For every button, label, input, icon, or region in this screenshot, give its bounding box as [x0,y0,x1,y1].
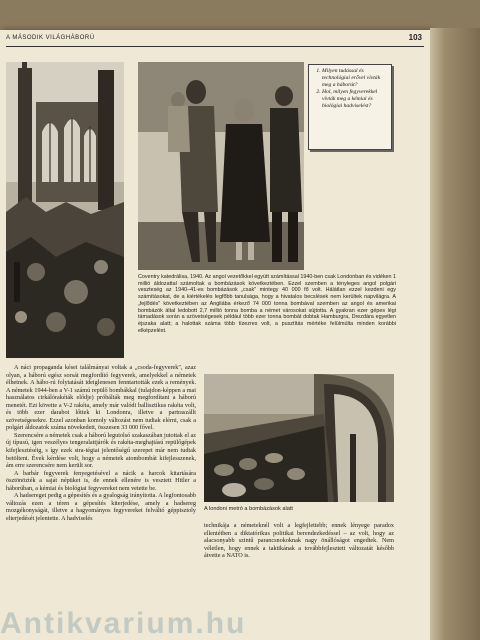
body-text-left [6,364,196,522]
questions-box [308,64,392,150]
photo-refugees [138,62,304,270]
paragraph: A hadsereget pedig a gépesítés és a gyalogság irányította. A legfontosabb változás ezen a téren a gépesítés kiterjedése, amely a hadsereg mozgékonyságát, illetve a hagyományos fegyvereket felváltó géppisztoly elterjedését jelentette. A hadviselés [6,492,196,522]
refugees-illustration [138,62,304,270]
photo-london-underground [204,374,394,502]
page-number: 103 [408,33,422,42]
question-item: 1. Milyen tudással és technológiai erővel vívták meg a háborút? [322,68,387,89]
running-header [6,34,424,47]
page-edge [430,28,480,640]
photo-coventry-ruins [6,62,124,358]
photo-caption-underground: A londoni metró a bombázások alatt [204,506,293,512]
paragraph: Szerencsére a németek csak a háború legutolsó szakaszában jutottak el az új típusú, igen veszélyes tengeralattjárók és rakéta-meghajtású repülőgépek kifejlesztéséig, s így ezek stra-tégiai jelentőségű szerepet már nem tudtak betölteni. Évek kérdése volt, hogy a németek atombombát kifejlesszenek, ám erre szerencsére nem került sor. [6,431,196,470]
watermark: Antikvarium.hu [0,608,247,640]
underground-illustration [204,374,394,502]
ruins-illustration [6,62,124,358]
photo-caption-coventry: Coventry katedrálisa, 1940. Az angol vezetőkkel együtt számítással 1940-ben csak Londonban és vidéken 1 millió áldozattal számoltak a bombázások következtében. Ezzel szemben a tényleges angol polgári veszteség az 1940–41-es bombázások „csak" mintegy 40 000 fő volt. Hálátlan ezzel kezdeni egy számításokat, de a kiértékelés legfőbb tanulsága, hogy a hivatalos becslések nem kerültek napvilágra. A „fejlődés" következtében az Angliába érkező 74 000 tonna bombával szemben az angol és amerikai bombázók által ledobott 2,7 millió tonna bomba a német városokat sújtotta. A gyakran ezer gépes légi támadások során a szövetségesek például több ezer tonna bombát dobtak Hamburgra, Drezdára egyetlen éjszaka alatt; a halottak száma több tízezres volt, a pusztítás mértéke felülmúlta minden korábbi elképzelést. [138,274,397,334]
running-title: A MÁSODIK VILÁGHÁBORÚ [6,35,95,41]
paragraph: A náci propaganda kései találmányai voltak a „csoda-fegyverek", azaz olyan, a háború egész sorsát megfordító fegyverek, amelyekkel a németek élhetnek. A hábo-rú folytatását ideiglenesen fenntartották ezek a remények. A németek 1944-ben a V-1 számú repülő bombákkal (tulajdon-képpen a mai használatos cirkálórakéták elődje) próbálták meg megfordítani a háború menetét. Ezt követte a V-2 rakéta, amely már valódi ballisztikus rakéta volt, és több ezer darabot lőttek ki Londonra, illetve a partraszállt szövetségesekre. Ezzel azonban komoly változást nem tudtak elérni, csak a polgári áldozatok száma növekedett, összesen 33 000 fővel. [6,364,196,432]
paragraph: A barbár fegyverek fenyegetésével a nácik a harcok kitartására ösztönözték a saját népüket is, de ennek ellenére is vesztett Hitler a háborúban, a kémiai és biológiai fegyvereket nem vetette be. [6,469,196,492]
body-text-right: technikája a németeknél volt a legfejlettebb; ennek lényege paradox ellentétben a diktatórikus politikai berendezkedéssel – az volt, hogy az alacsonyabb szintű parancsnokoknak nagy önállóságot engedtek. Nem véletlen, hogy ennek a taktikának a továbbfejlesztett változatát később átvette a NATO is. [204,522,394,560]
question-item: 2. Hol, milyen fegyverekkel vívták meg a kémiai és biológiai hadviselést? [322,89,387,110]
